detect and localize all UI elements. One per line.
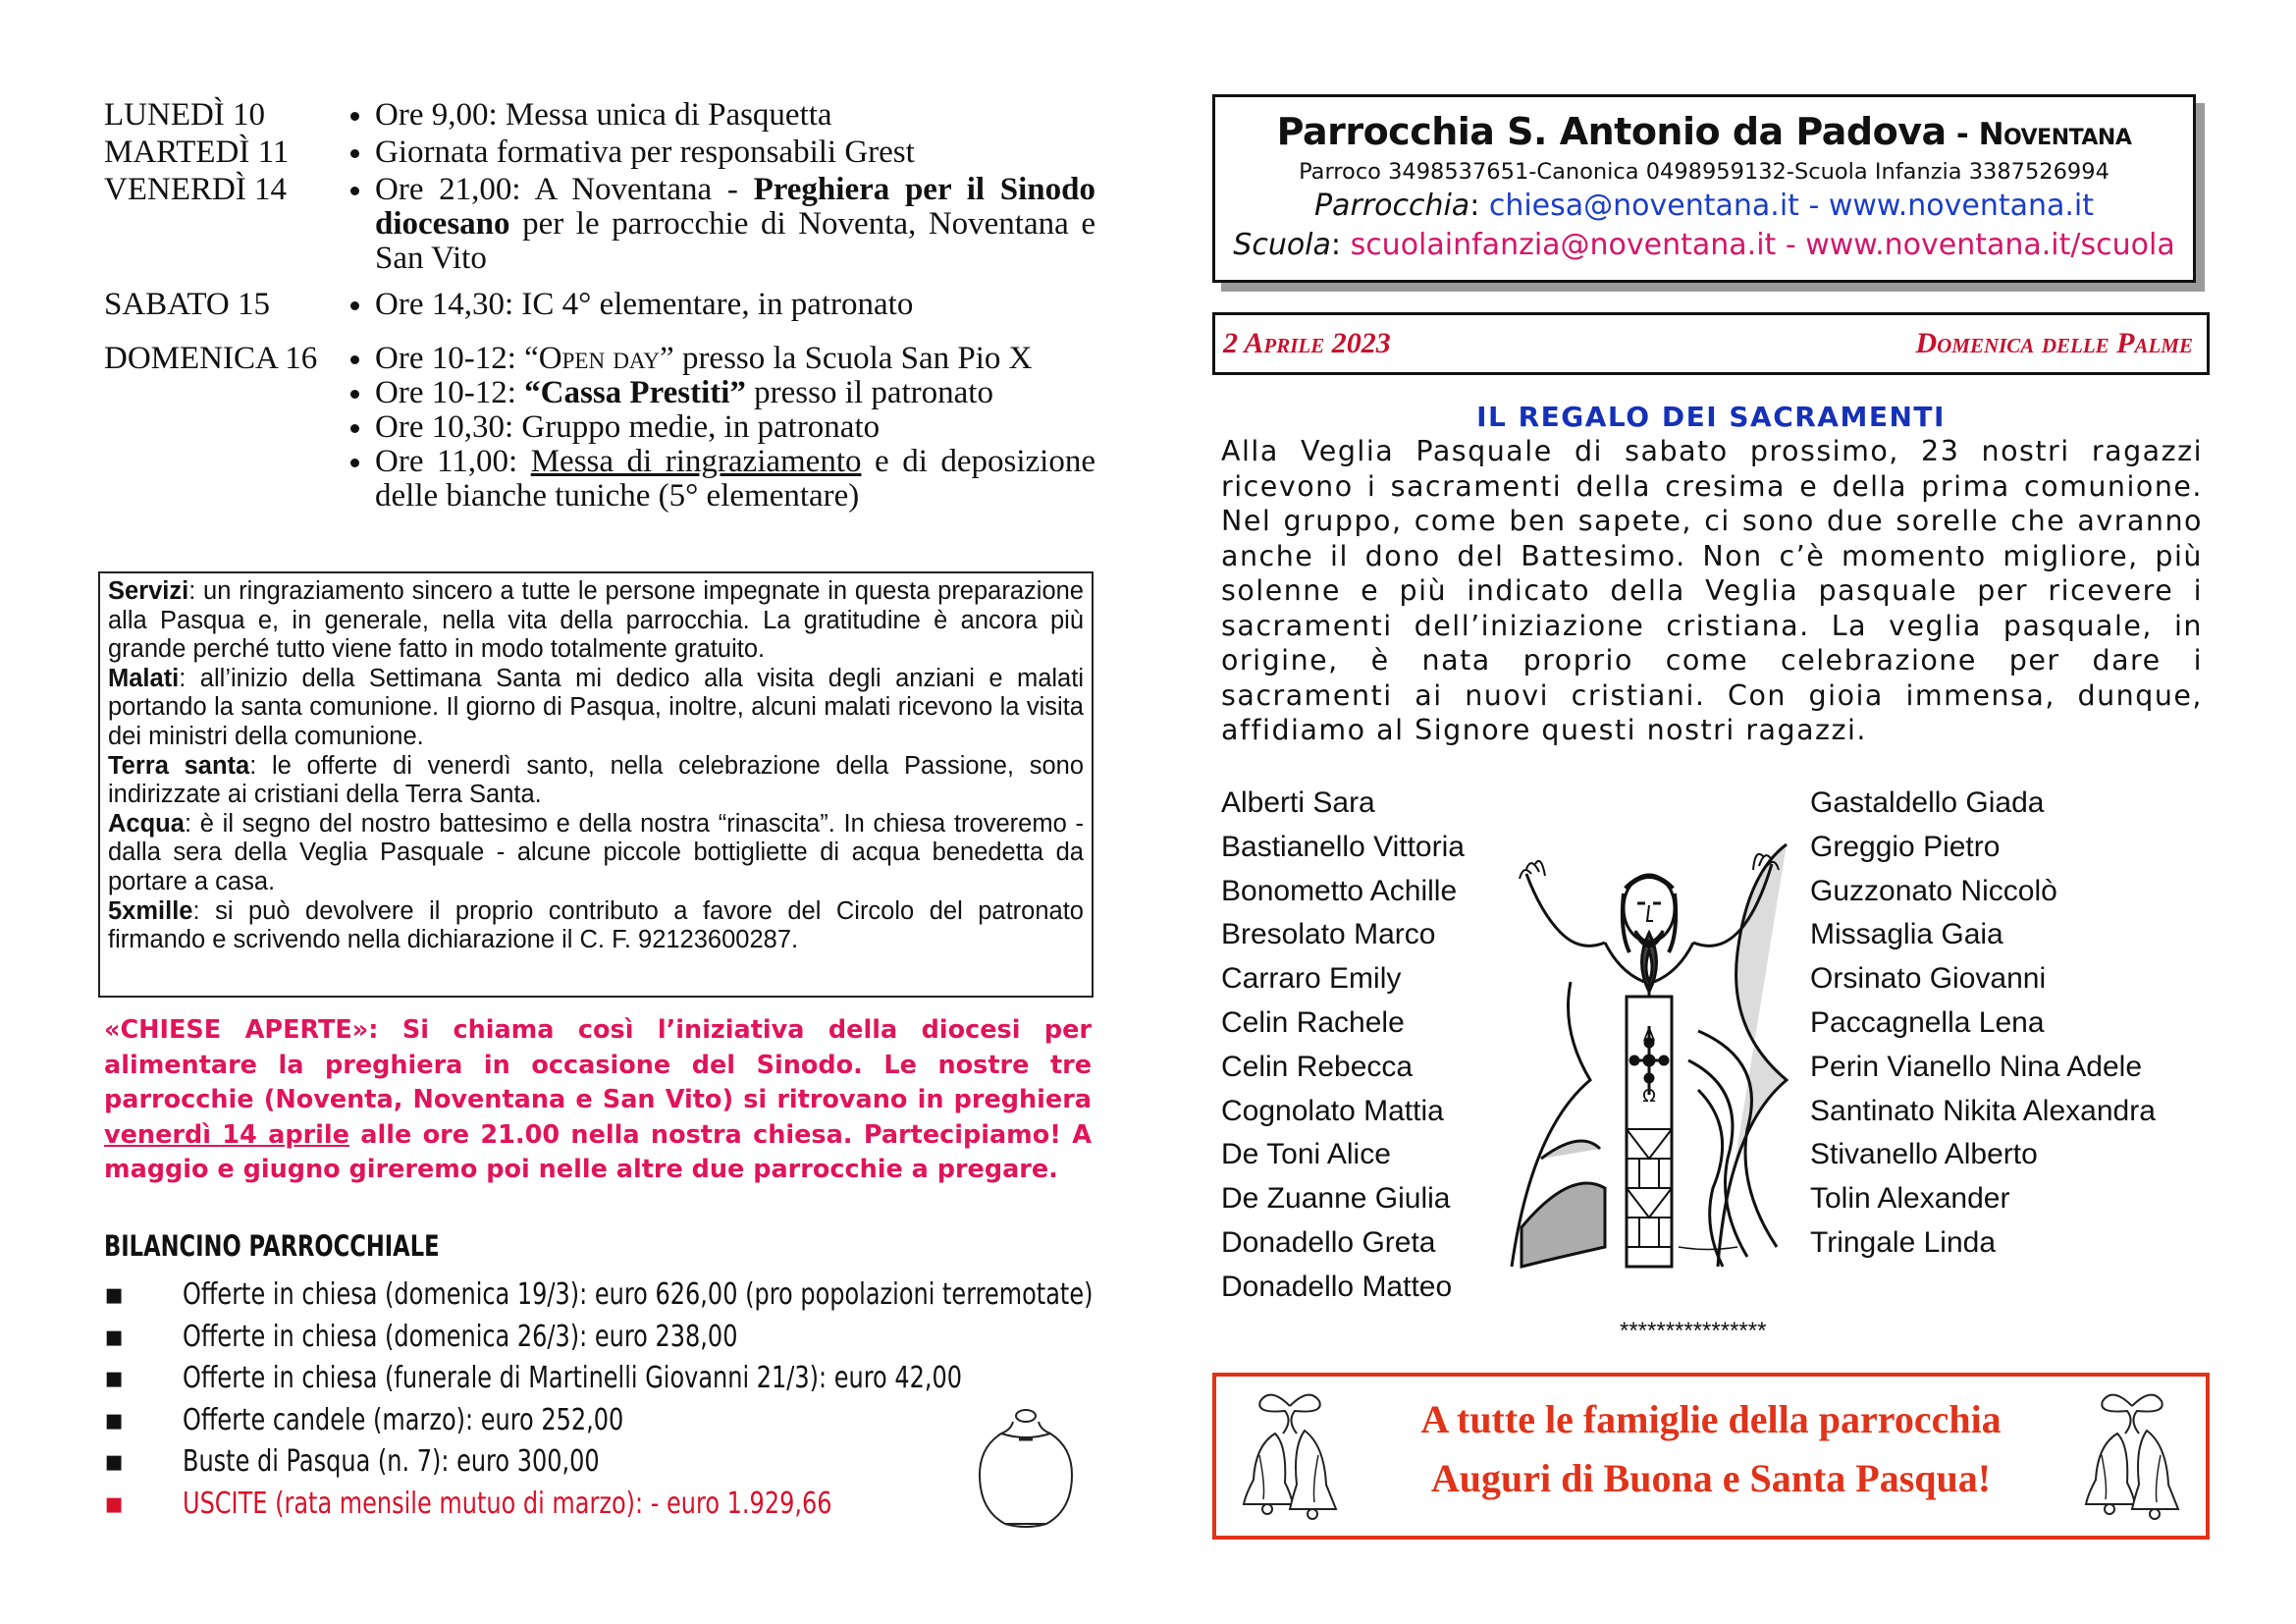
services-notice-box — [98, 571, 1094, 998]
schedule-day-sunday — [104, 342, 1095, 514]
children-names-right — [1810, 782, 2156, 1266]
schedule-item: • Ore 9,00: Messa unica di Pasquetta — [375, 98, 1095, 133]
schedule-item: • Ore 11,00: Messa di ringraziamento e di deposizione delle bianche tuniche (5° elementare) — [375, 445, 1095, 514]
piggy-bank-jar-icon — [972, 1404, 1080, 1532]
schedule-item: • Ore 10-12: “Open day” presso la Scuola San Pio X — [375, 342, 1095, 376]
child-name: Donadello Greta — [1221, 1225, 1436, 1259]
notice-terra-santa: Terra santa: le offerte di venerdì santo, nella celebrazione della Passione, sono indirizzate ai cristiani della Terra Santa. — [108, 751, 1085, 809]
child-name: Cognolato Mattia — [1221, 1094, 1444, 1127]
parish-name: Parrocchia S. Antonio da Padova - Noventana — [1276, 110, 2132, 153]
sacramenti-body: Alla Veglia Pasquale di sabato prossimo, 23 nostri ragazzi ricevono i sacramenti della cresima e della prima comunione. Nel gruppo, come ben sapete, ci sono due sorelle che avranno anche il dono del Battesimo. Non c’è momento migliore, più solenne e più indicato della Veglia pasquale per ricevere i sacramenti dell’iniziazione cristiana. La veglia pasquale, in origine, è nata proprio come celebrazione per dare i sacramenti ai nuovi cristiani. Con gioia immensa, dunque, affidiamo al Signore questi nostri ragazzi. — [1221, 435, 2203, 746]
candle-alpha-label: Λ — [1642, 1025, 1656, 1046]
child-name: Celin Rebecca — [1221, 1050, 1414, 1083]
schedule-item: • Ore 10,30: Gruppo medie, in patronato — [375, 410, 1095, 445]
notice-5xmille: 5xmille: si può devolvere il proprio contributo a favore del Circolo del patronato firmando e scrivendo nella dichiarazione il C. F. 92123600287. — [108, 896, 1084, 954]
easter-greeting-box — [1212, 1373, 2210, 1540]
schedule-day-tuesday — [104, 135, 1095, 170]
section-separator: **************** — [1620, 1318, 1767, 1344]
school-email-link[interactable]: scuolainfanzia@noventana.it — [1350, 228, 1777, 262]
children-names-left — [1221, 782, 1465, 1310]
child-name: Alberti Sara — [1221, 786, 1375, 819]
day-label: SABATO 15 — [104, 287, 271, 322]
parish-email-link[interactable]: chiesa@noventana.it — [1488, 189, 1799, 223]
child-name: Tolin Alexander — [1810, 1182, 2010, 1216]
greeting-line-2: Auguri di Buona e Santa Pasqua! — [1430, 1456, 1992, 1500]
bilancino-list — [104, 1274, 1094, 1525]
child-name: Stivanello Alberto — [1810, 1138, 2038, 1171]
bilancino-item: ▪ Offerte in chiesa (funerale di Martinelli Giovanni 21/3): euro 42,00 — [104, 1361, 963, 1395]
child-name: Bonometto Achille — [1221, 874, 1458, 907]
day-label: MARTEDÌ 11 — [104, 135, 290, 170]
parish-phone-contacts: Parroco 3498537651-Canonica 0498959132-Scuola Infanzia 3387526994 — [1299, 159, 2109, 185]
schedule-day-monday — [104, 98, 1095, 133]
greeting-line-1: A tutte le famiglie della parrocchia — [1420, 1397, 2002, 1441]
day-label: DOMENICA 16 — [104, 341, 318, 376]
child-name: Gastaldello Giada — [1810, 786, 2045, 819]
bulletin-date: 2 Aprile 2023 — [1223, 327, 1391, 359]
schedule-day-friday — [104, 173, 1095, 276]
easter-bells-icon — [2078, 1386, 2186, 1529]
candle-omega-label: Ω — [1642, 1086, 1656, 1107]
parish-web-line: Parrocchia: chiesa@noventana.it - www.noventana.it — [1313, 189, 2095, 223]
day-label: VENERDÌ 14 — [104, 172, 288, 207]
child-name: Bastianello Vittoria — [1221, 830, 1465, 863]
child-name: De Zuanne Giulia — [1221, 1182, 1451, 1216]
schedule-item: • Giornata formativa per responsabili Grest — [375, 135, 1095, 170]
child-name: De Toni Alice — [1221, 1138, 1391, 1171]
bilancino-item: ▪ Offerte in chiesa (domenica 19/3): euro 626,00 (pro popolazioni terremotate) — [104, 1277, 1094, 1312]
date-bar — [1212, 312, 2210, 375]
bilancino-item: ▪ Offerte in chiesa (domenica 26/3): euro 238,00 — [104, 1319, 738, 1354]
easter-candle-illustration — [1502, 835, 1796, 1272]
child-name: Tringale Linda — [1810, 1225, 1997, 1259]
schedule-item: • Ore 14,30: IC 4° elementare, in patronato — [375, 288, 1095, 322]
child-name: Bresolato Marco — [1221, 918, 1436, 951]
sacramenti-title: IL REGALO DEI SACRAMENTI — [1476, 401, 1946, 433]
liturgical-day: Domenica delle Palme — [1915, 327, 2193, 359]
notice-malati: Malati: all’inizio della Settimana Santa mi dedico alla visita degli anziani e malati portando la santa comunione. Il giorno di Pasqua, inoltre, alcuni malati ricevono la visita dei ministri della comunione. — [108, 664, 1084, 750]
child-name: Guzzonato Niccolò — [1810, 874, 2057, 907]
parish-header — [1212, 94, 2196, 283]
child-name: Perin Vianello Nina Adele — [1810, 1050, 2143, 1083]
bilancino-title: BILANCINO PARROCCHIALE — [104, 1229, 440, 1263]
child-name: Missaglia Gaia — [1810, 918, 2003, 951]
school-web-line: Scuola: scuolainfanzia@noventana.it - www.noventana.it/scuola — [1233, 228, 2175, 262]
notice-acqua: Acqua: è il segno del nostro battesimo e della nostra “rinascita”. In chiesa troveremo - dalla sera della Veglia Pasquale - alcune piccole bottigliette di acqua benedetta da portare a casa. — [108, 809, 1084, 895]
bilancino-item: ▪ Buste di Pasqua (n. 7): euro 300,00 — [104, 1444, 600, 1479]
child-name: Greggio Pietro — [1810, 830, 2001, 863]
child-name: Orsinato Giovanni — [1810, 962, 2047, 996]
child-name: Carraro Emily — [1221, 962, 1402, 996]
schedule-day-saturday — [104, 288, 1095, 322]
schedule-item: • Ore 21,00: A Noventana - Preghiera per il Sinodo diocesano per le parrocchie di Noventa, Noventana e San Vito — [375, 173, 1095, 276]
chiese-aperte-announcement: «CHIESE APERTE»: Si chiama così l’iniziativa della diocesi per alimentare la preghiera in occasione del Sinodo. Le nostre tre parrocchie (Noventa, Noventana e San Vito) si ritrovano in preghiera venerdì 14 aprile alle ore 21.00 nella nostra chiesa. Partecipiamo! A maggio e giugno gireremo poi nelle altre due parrocchie a pregare. — [104, 1015, 1092, 1184]
schedule-item: • Ore 10-12: “Cassa Prestiti” presso il patronato — [375, 376, 1095, 410]
day-label: LUNEDÌ 10 — [104, 97, 266, 133]
notice-servizi: Servizi: un ringraziamento sincero a tutte le persone impegnate in questa preparazione alla Pasqua e, in generale, nella vita della parrocchia. La gratitudine è ancora più grande perché tutto viene fatto in modo totalmente gratuito. — [108, 577, 1084, 664]
bilancino-item: ▪ Offerte candele (marzo): euro 252,00 — [104, 1402, 624, 1437]
child-name: Paccagnella Lena — [1810, 1005, 2045, 1039]
child-name: Santinato Nikita Alexandra — [1810, 1094, 2156, 1127]
child-name: Celin Rachele — [1221, 1005, 1405, 1039]
weekly-schedule — [104, 98, 1095, 514]
bilancino-item-uscite: ▪ USCITE (rata mensile mutuo di marzo): - euro 1.929,66 — [104, 1486, 832, 1521]
school-website-link[interactable]: www.noventana.it/scuola — [1805, 228, 2175, 262]
parish-website-link[interactable]: www.noventana.it — [1828, 189, 2095, 223]
child-name: Donadello Matteo — [1221, 1270, 1453, 1303]
